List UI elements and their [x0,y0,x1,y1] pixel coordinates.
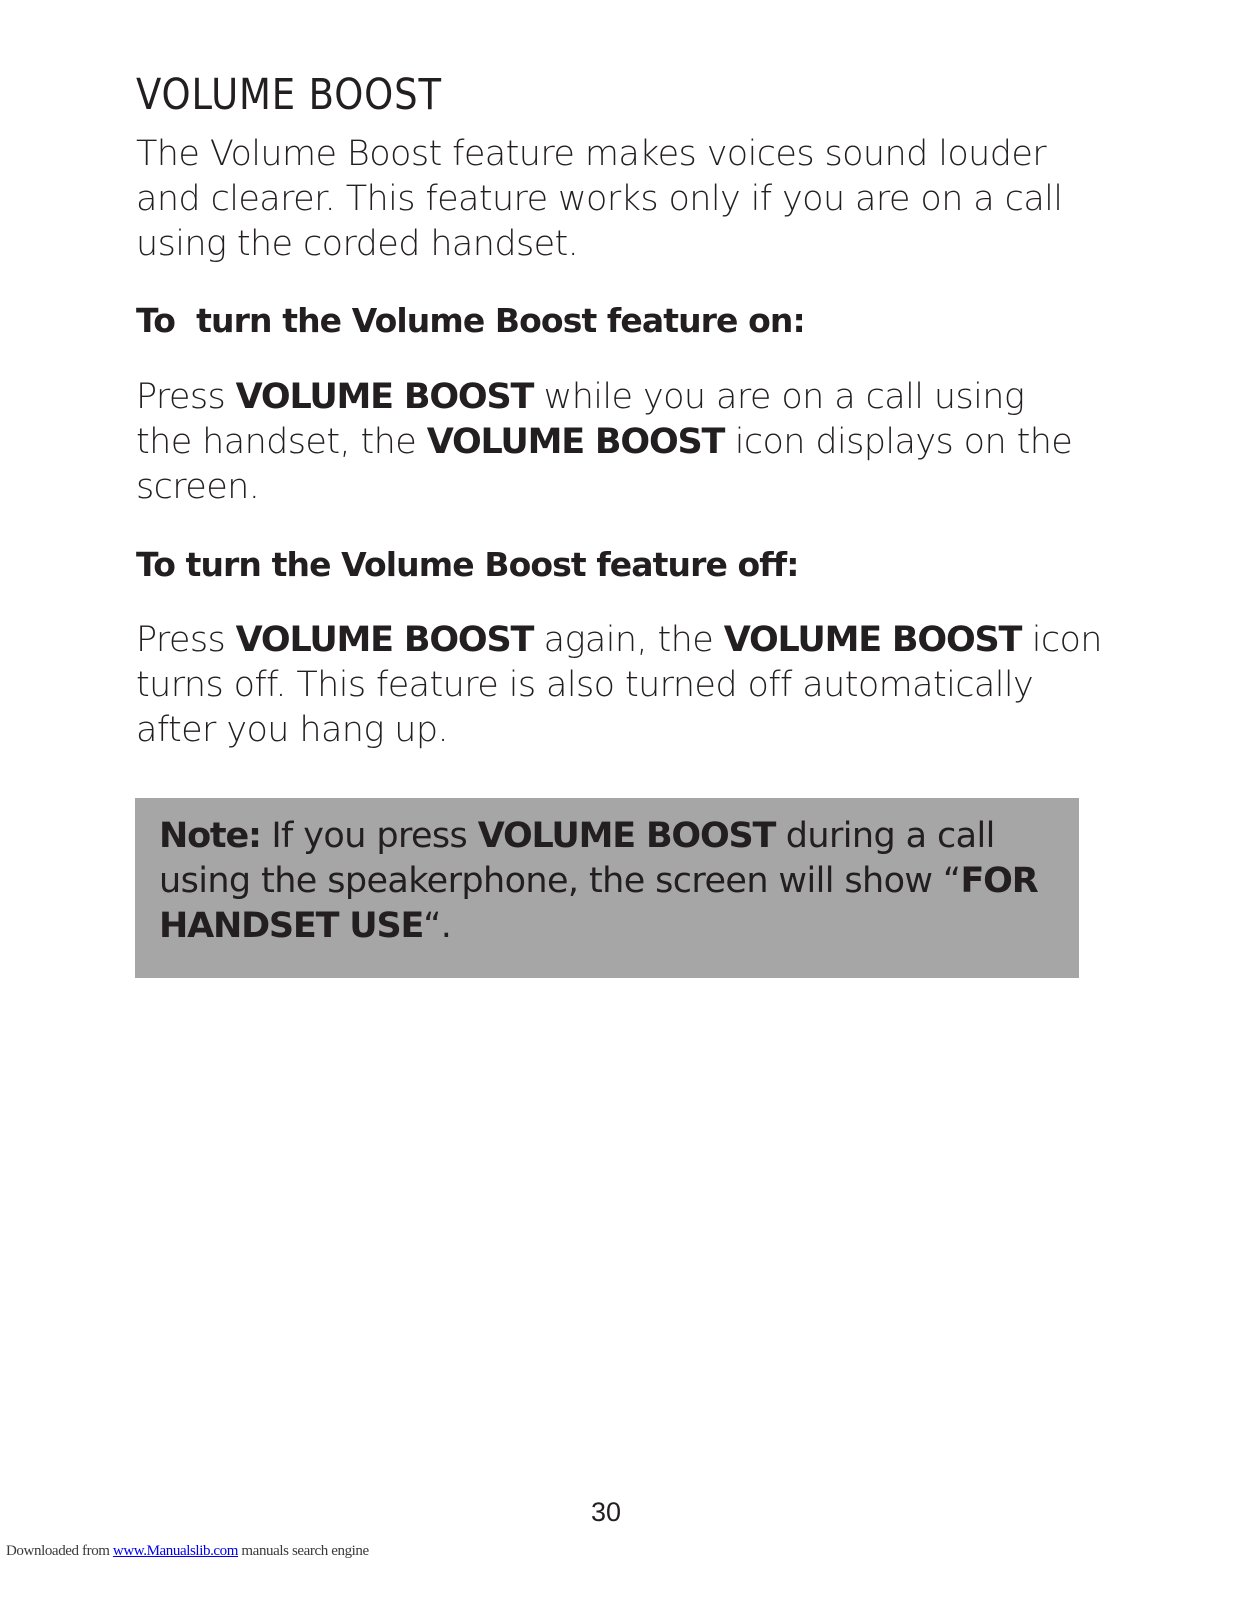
manualslib-link[interactable]: www.Manualslib.com [112,1543,239,1559]
turn-off-heading: To turn the Volume Boost feature off: [136,545,799,584]
button-name: VOLUME BOOST [235,377,534,417]
note-line [159,814,1037,859]
footer-suffix: manuals search engine [238,1543,369,1559]
turn-on-line [136,375,1072,420]
text-run: icon [1021,620,1102,660]
page-number: 30 [590,1497,622,1527]
text-run: while you are on a call using [533,377,1025,417]
intro-line: The Volume Boost feature makes voices sound louder [136,134,1047,174]
note-text [159,814,1037,949]
note-line [159,904,1037,949]
screen-message: FOR [960,861,1038,901]
screen-message: HANDSET USE [159,906,424,946]
button-name: VOLUME BOOST [426,422,725,462]
turn-off-line [136,618,1102,663]
text-run: the handset, the [136,422,427,462]
button-name: VOLUME BOOST [235,620,534,660]
text-run: Press [136,377,236,417]
turn-off-line: turns off. This feature is also turned off automatically [136,665,1034,705]
turn-on-heading: To turn the Volume Boost feature on: [136,301,805,340]
text-run: “. [423,906,452,946]
text-run: during a call [775,816,995,856]
turn-off-paragraph [136,618,1102,753]
page-title: VOLUME BOOST [136,70,442,120]
text-run: Press [136,620,236,660]
text-run: using the speakerphone, the screen will show “ [159,861,961,901]
text-run: again, the [533,620,724,660]
turn-off-line: after you hang up. [136,710,449,750]
intro-line: using the corded handset. [136,224,579,264]
text-run: If you press [260,816,478,856]
text-run: icon displays on the [724,422,1073,462]
note-line [159,859,1037,904]
download-footer [6,1542,369,1560]
button-name: VOLUME BOOST [723,620,1022,660]
note-box [135,798,1079,978]
intro-paragraph [136,132,1062,267]
note-label: Note: [159,816,261,856]
turn-on-paragraph [136,375,1072,510]
button-name: VOLUME BOOST [477,816,776,856]
footer-prefix: Downloaded from [6,1543,113,1559]
turn-on-line [136,420,1072,465]
intro-line: and clearer. This feature works only if you are on a call [136,179,1063,219]
turn-on-line: screen. [136,467,260,507]
